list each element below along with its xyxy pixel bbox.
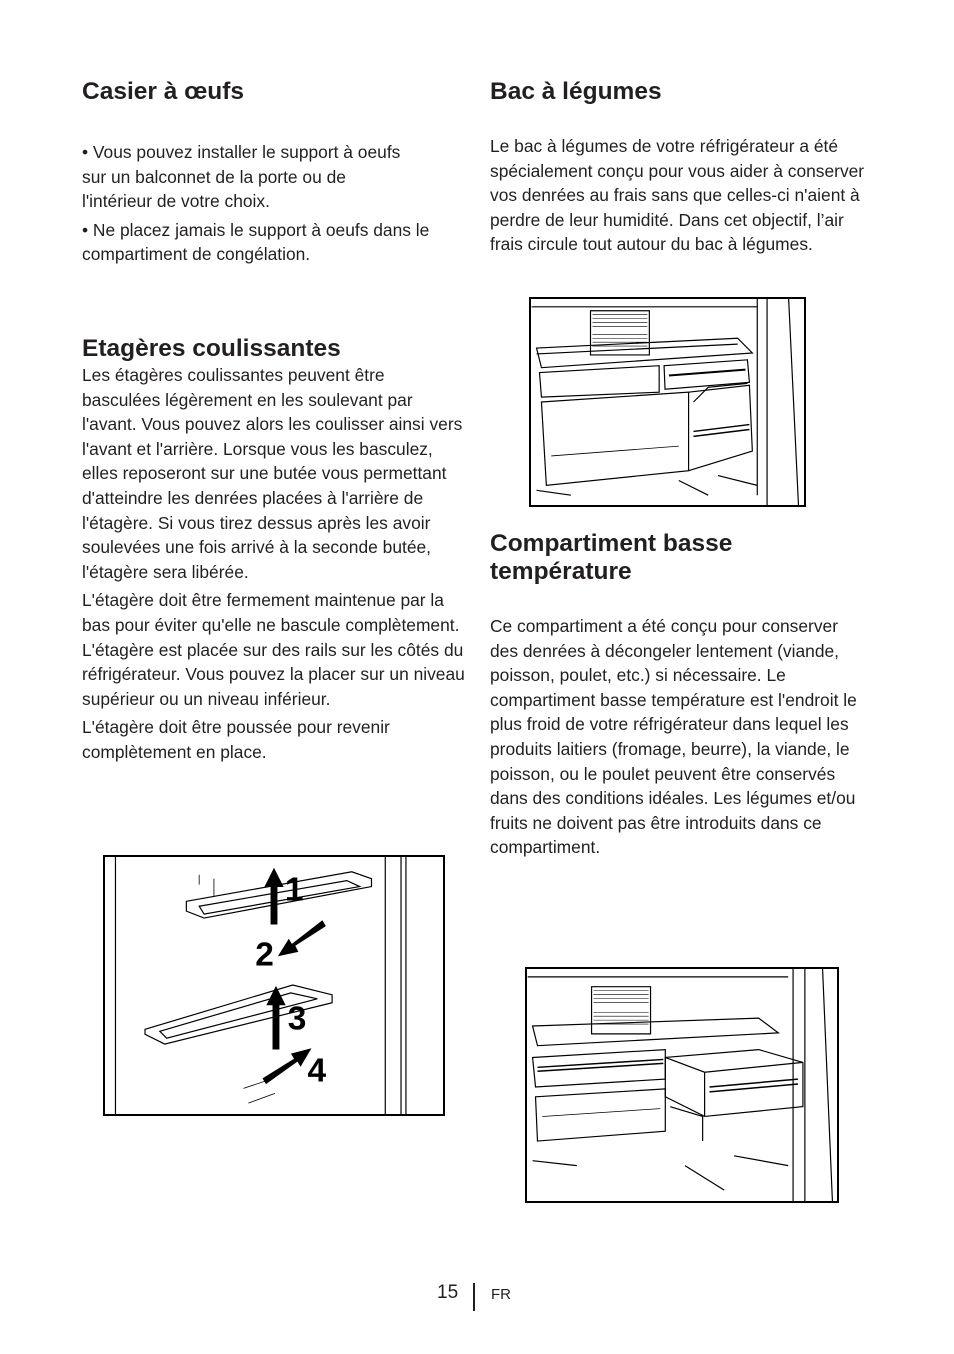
sliding-shelves-text-2: L'étagère doit être fermement maintenue par la bas pour éviter qu'elle ne bascule complètement. L'étagère est placée sur des rails sur les côtés du réfrigérateur. Vous pouvez la placer sur un niveau supérieur ou un niveau inférieur. [82, 590, 465, 709]
sliding-shelves-text-1: Les étagères coulissantes peuvent être basculées légèrement en les soulevant par l'avant. Vous pouvez alors les coulisser ainsi vers l'avant et l'arrière. Lorsque vous les basculez, elles reposeront sur une butée vous permettant d'atteindre les denrées placées à l'arrière de l'étagère. Si vous tirez dessus après les avoir soulevées une fois arrivé à la seconde butée, l'étagère sera libérée. [82, 364, 463, 582]
low-temp-section [490, 530, 870, 860]
crisper-drawing [531, 299, 804, 505]
egg-rack-heading: Casier à œufs [82, 78, 245, 105]
sliding-shelves-heading: Etagères coulissantes [82, 334, 341, 362]
page-number: 15 [437, 1282, 459, 1303]
language-code: FR [491, 1286, 511, 1303]
step-label-1: 1 [284, 871, 304, 909]
egg-rack-text-1: • Vous pouvez installer le support à oeufs sur un balconnet de la porte ou de l'intérieur de votre choix. [82, 142, 401, 212]
left-column [82, 74, 468, 764]
crisper-text: Le bac à légumes de votre réfrigérateur a été spécialement conçu pour vous aider à conserver vos denrées au frais sans que celles-ci n'aient à perdre de leur humidité. Dans cet objectif, l’air frais circule tout autour du bac à légumes. [490, 136, 865, 255]
shelves-illustration [103, 855, 445, 1116]
sliding-shelves-text-3: L'étagère doit être poussée pour revenir complètement en place. [82, 717, 390, 762]
egg-rack-text-2: • Ne placez jamais le support à oeufs dans le compartiment de congélation. [82, 219, 430, 265]
step-label-4: 4 [307, 1052, 327, 1090]
low-temp-drawing [527, 969, 837, 1201]
crisper-illustration [529, 297, 806, 507]
low-temp-illustration [525, 967, 839, 1203]
low-temp-heading: Compartiment basse température [490, 530, 733, 585]
crisper-heading: Bac à légumes [490, 78, 662, 105]
step-label-3: 3 [287, 1000, 307, 1038]
right-column [490, 74, 870, 257]
low-temp-text: Ce compartiment a été conçu pour conserver des denrées à décongeler lentement (viande, poisson, poulet, etc.) si nécessaire. Le compartiment basse température est l'endroit le plus froid de votre réfrigérateur dans lequel les produits laitiers (fromage, beurre), la viande, le poisson, ou le poulet peuvent être conservés dans des conditions idéales. Les légumes et/ou fruits ne doivent pas être introduits dans ce compartiment. [490, 616, 857, 858]
step-label-2: 2 [255, 936, 274, 974]
shelves-drawing [105, 857, 443, 1114]
footer-divider [473, 1283, 475, 1311]
